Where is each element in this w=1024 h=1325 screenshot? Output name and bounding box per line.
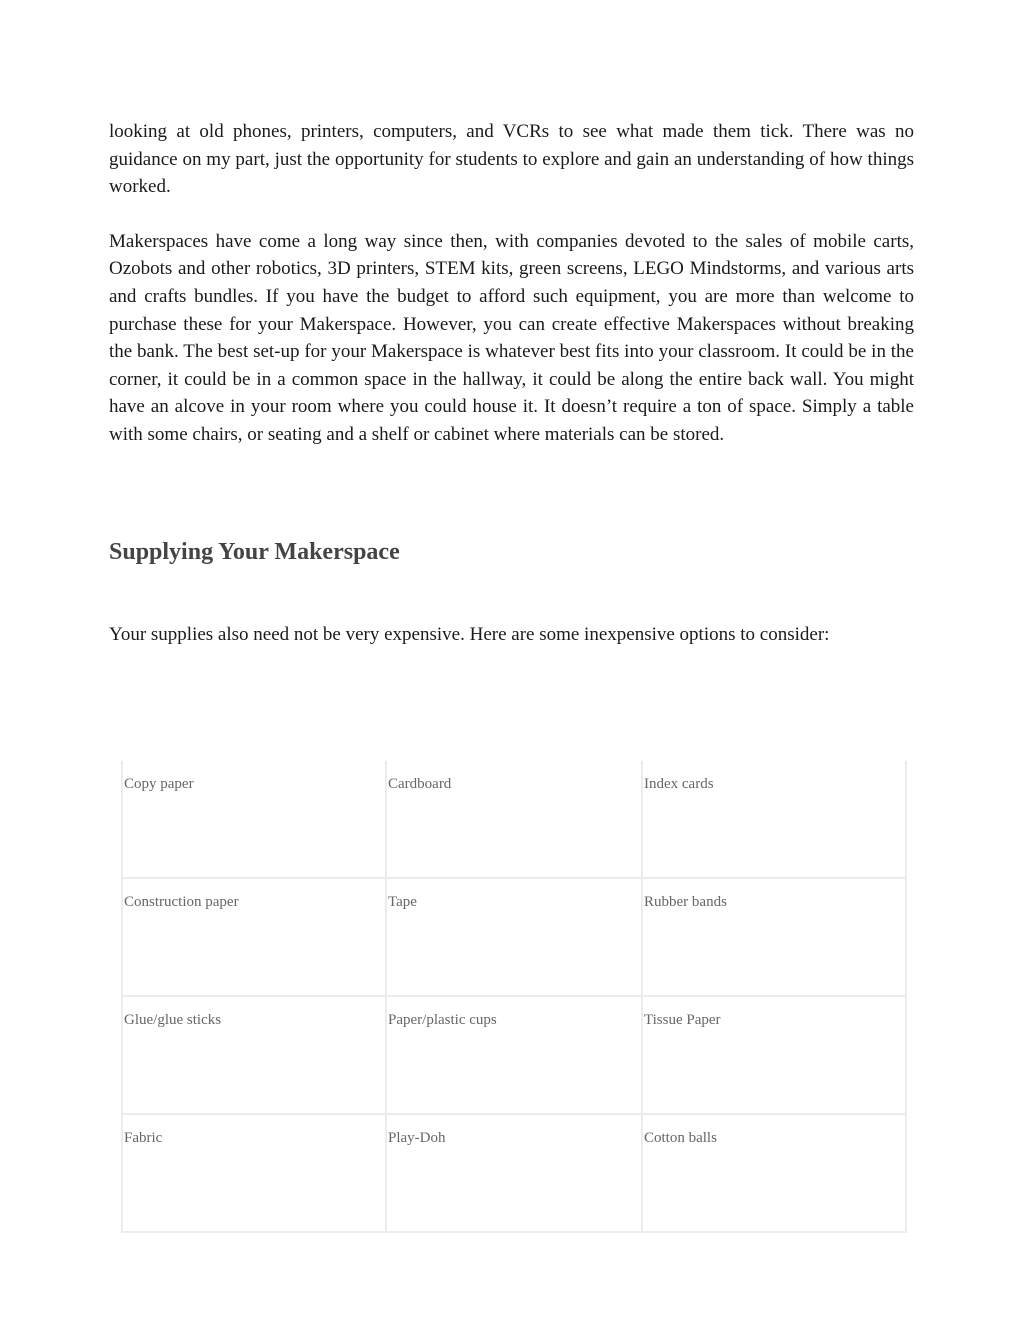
table-cell: Fabric xyxy=(122,1114,386,1232)
paragraph-makerspaces-evolution: Makerspaces have come a long way since then, with companies devoted to the sales of mobile carts, Ozobots and other robotics, 3D printers, STEM kits, green screens, LEGO Mindstorms, and various arts and crafts bundles. If you have the budget to afford such equipment, you are more than welcome to purchase these for your Makerspace. However, you can create effective Makerspaces without breaking the bank. The best set-up for your Makerspace is whatever best fits into your classroom. It could be in the corner, it could be in a common space in the hallway, it could be along the entire back wall. You might have an alcove in your room where you could house it. It doesn’t require a ton of space. Simply a table with some chairs, or seating and a shelf or cabinet where materials can be stored. xyxy=(109,230,914,445)
table-row xyxy=(122,996,906,1114)
table-row xyxy=(122,1114,906,1232)
table-cell: Tissue Paper xyxy=(642,996,906,1114)
table-cell: Glue/glue sticks xyxy=(122,996,386,1114)
supplies-intro: Your supplies also need not be very expensive. Here are some inexpensive options to consider: xyxy=(109,624,830,645)
paragraph-old-electronics: looking at old phones, printers, computers, and VCRs to see what made them tick. There was no guidance on my part, just the opportunity for students to explore and gain an understanding of how things worked. xyxy=(109,121,914,198)
table-cell: Paper/plastic cups xyxy=(386,996,642,1114)
table-row xyxy=(122,878,906,996)
table-cell: Construction paper xyxy=(122,878,386,996)
table-cell: Play-Doh xyxy=(386,1114,642,1232)
table-cell: Tape xyxy=(386,878,642,996)
table-row xyxy=(122,761,906,878)
section-heading: Supplying Your Makerspace xyxy=(109,539,400,565)
table-cell: Index cards xyxy=(642,761,906,878)
table-cell: Cardboard xyxy=(386,761,642,878)
table-cell: Rubber bands xyxy=(642,878,906,996)
supplies-table xyxy=(121,761,907,1233)
document-page xyxy=(109,118,914,645)
table-cell: Copy paper xyxy=(122,761,386,878)
table-cell: Cotton balls xyxy=(642,1114,906,1232)
